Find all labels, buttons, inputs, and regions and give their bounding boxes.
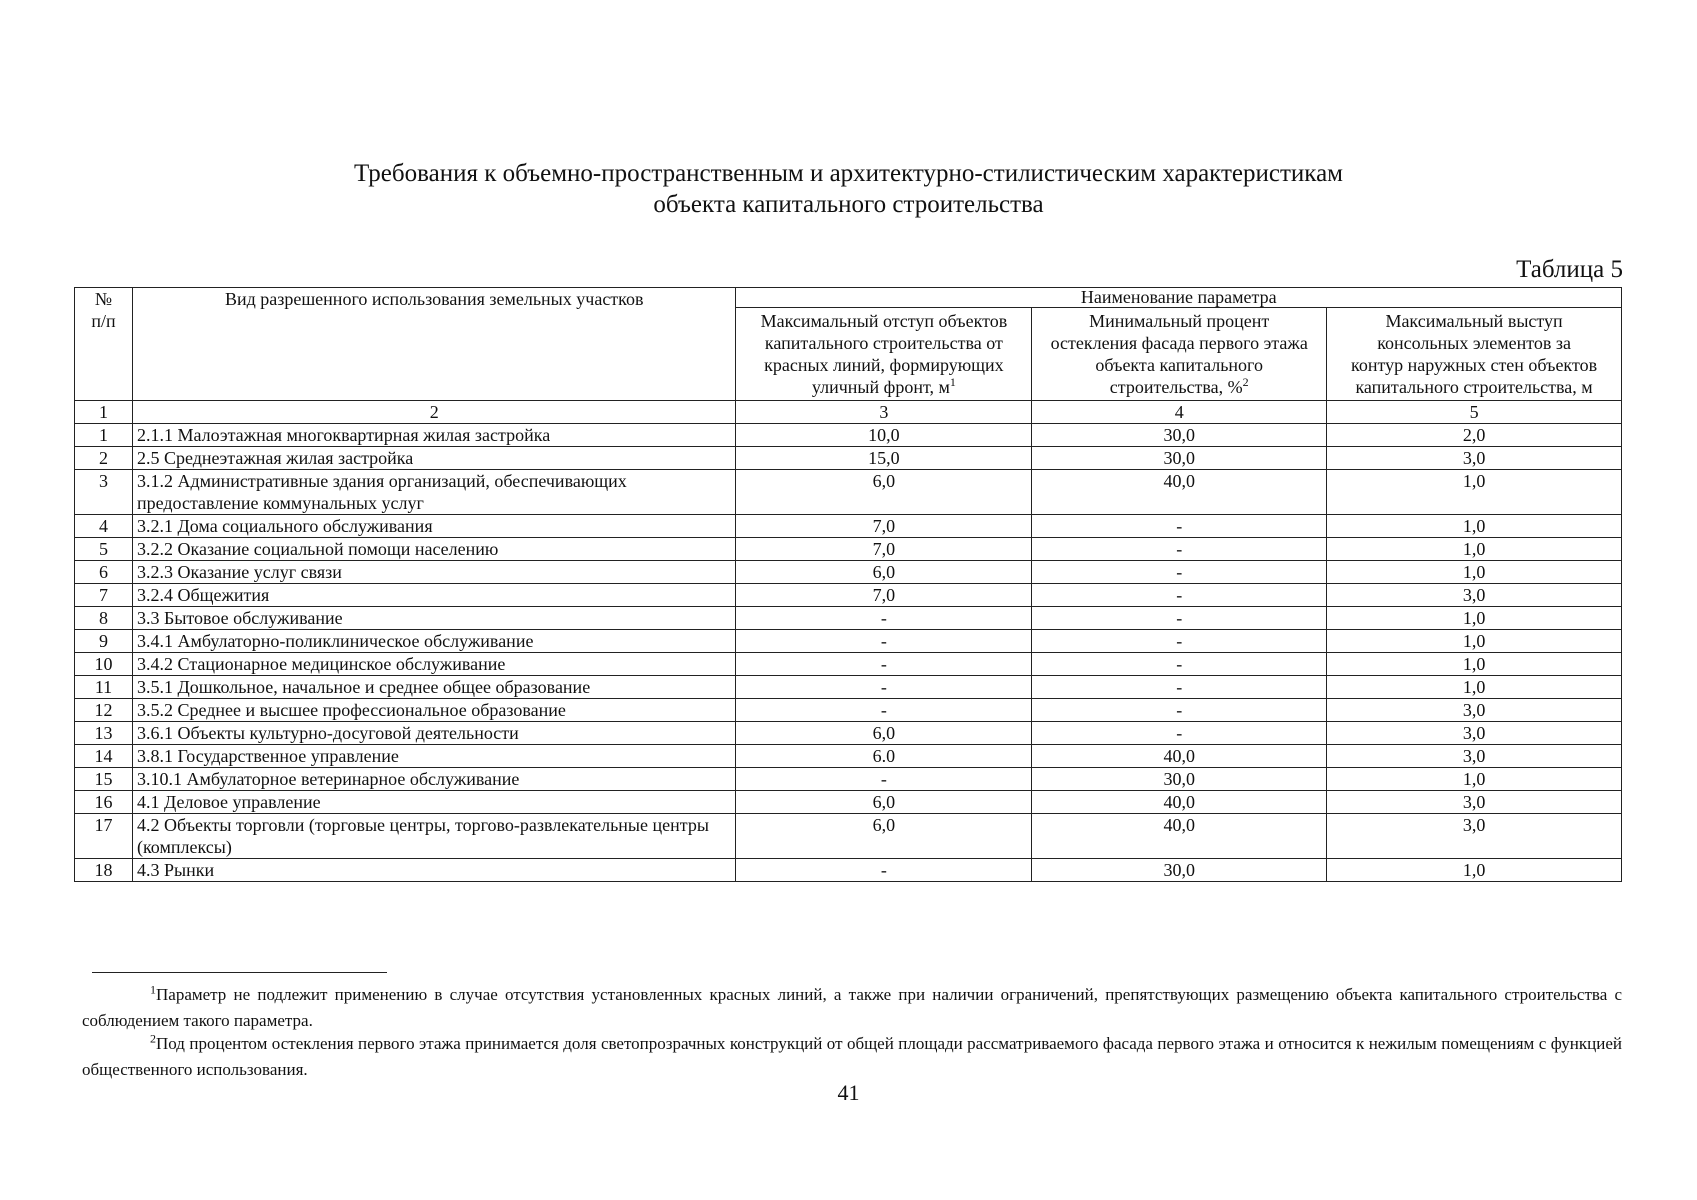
- table-row: [75, 424, 1622, 447]
- row-max-projection: 1,0: [1327, 630, 1622, 653]
- col-number-4: 4: [1032, 401, 1327, 424]
- header-col3-text: Максимальный отступ объектов капитального строительства от красных линий, формирующих уличный фронт, м: [760, 311, 1008, 397]
- row-number: 15: [75, 768, 133, 791]
- footnote-divider: [92, 972, 387, 973]
- row-number: 9: [75, 630, 133, 653]
- row-land-use: 3.4.2 Стационарное медицинское обслуживание: [132, 653, 736, 676]
- title-line-1: Требования к объемно-пространственным и архитектурно-стилистическим характеристикам: [353, 160, 1343, 187]
- row-land-use: 3.2.2 Оказание социальной помощи населению: [132, 538, 736, 561]
- row-max-projection: 3,0: [1327, 584, 1622, 607]
- row-min-glazing: 30,0: [1032, 447, 1327, 470]
- row-max-projection: 1,0: [1327, 470, 1622, 515]
- table-row: [75, 699, 1622, 722]
- row-max-projection: 1,0: [1327, 538, 1622, 561]
- row-max-projection: 3,0: [1327, 447, 1622, 470]
- table-row: [75, 653, 1622, 676]
- row-number: 17: [75, 814, 133, 859]
- table-row: [75, 722, 1622, 745]
- header-param-group: Наименование параметра: [736, 288, 1622, 308]
- row-number: 4: [75, 515, 133, 538]
- row-min-glazing: -: [1032, 538, 1327, 561]
- row-max-setback: 7,0: [736, 538, 1032, 561]
- row-max-setback: -: [736, 859, 1032, 882]
- table-row: [75, 584, 1622, 607]
- row-land-use: 3.2.4 Общежития: [132, 584, 736, 607]
- row-min-glazing: 40,0: [1032, 745, 1327, 768]
- requirements-table: [74, 287, 1622, 882]
- row-max-projection: 1,0: [1327, 676, 1622, 699]
- row-number: 10: [75, 653, 133, 676]
- row-land-use: 3.2.1 Дома социального обслуживания: [132, 515, 736, 538]
- row-number: 5: [75, 538, 133, 561]
- row-land-use: 3.5.2 Среднее и высшее профессиональное образование: [132, 699, 736, 722]
- row-max-setback: -: [736, 768, 1032, 791]
- row-land-use: 3.8.1 Государственное управление: [132, 745, 736, 768]
- row-min-glazing: 40,0: [1032, 814, 1327, 859]
- row-land-use: 3.1.2 Административные здания организаций, обеспечивающих предоставление коммунальных услуг: [132, 470, 736, 515]
- row-max-projection: 1,0: [1327, 607, 1622, 630]
- row-max-projection: 2,0: [1327, 424, 1622, 447]
- row-min-glazing: -: [1032, 676, 1327, 699]
- requirements-table-wrapper: [74, 287, 1622, 882]
- row-min-glazing: -: [1032, 561, 1327, 584]
- column-number-row: [75, 401, 1622, 424]
- row-max-projection: 3,0: [1327, 814, 1622, 859]
- table-row: [75, 538, 1622, 561]
- table-row: [75, 859, 1622, 882]
- header-col3: [736, 308, 1032, 401]
- footnote-2-mark: 2: [150, 1031, 156, 1046]
- col-number-3: 3: [736, 401, 1032, 424]
- row-land-use: 4.3 Рынки: [132, 859, 736, 882]
- row-max-setback: 6,0: [736, 470, 1032, 515]
- col-number-2: 2: [132, 401, 736, 424]
- row-number: 14: [75, 745, 133, 768]
- header-num: № п/п: [75, 288, 133, 401]
- row-max-setback: 10,0: [736, 424, 1032, 447]
- row-max-projection: 1,0: [1327, 561, 1622, 584]
- table-row: [75, 768, 1622, 791]
- row-max-projection: 1,0: [1327, 859, 1622, 882]
- row-number: 1: [75, 424, 133, 447]
- row-max-setback: 6,0: [736, 791, 1032, 814]
- table-row: [75, 447, 1622, 470]
- footnote-ref-1: 1: [949, 375, 956, 389]
- row-land-use: 3.10.1 Амбулаторное ветеринарное обслуживание: [132, 768, 736, 791]
- row-max-setback: -: [736, 699, 1032, 722]
- header-col4-text: Минимальный процент остекления фасада первого этажа объекта капитального строительства, %: [1050, 311, 1308, 397]
- row-number: 18: [75, 859, 133, 882]
- row-land-use: 4.2 Объекты торговли (торговые центры, торгово-развлекательные центры (комплексы): [132, 814, 736, 859]
- row-max-setback: 6,0: [736, 722, 1032, 745]
- col-number-1: 1: [75, 401, 133, 424]
- row-max-setback: 6,0: [736, 814, 1032, 859]
- footnote-1: [82, 982, 1622, 1034]
- table-row: [75, 676, 1622, 699]
- row-max-projection: 3,0: [1327, 722, 1622, 745]
- footnote-1-mark: 1: [150, 982, 156, 997]
- row-number: 3: [75, 470, 133, 515]
- table-row: [75, 791, 1622, 814]
- row-number: 12: [75, 699, 133, 722]
- row-number: 11: [75, 676, 133, 699]
- row-min-glazing: -: [1032, 607, 1327, 630]
- row-max-projection: 3,0: [1327, 745, 1622, 768]
- row-max-projection: 1,0: [1327, 653, 1622, 676]
- document-title: [0, 158, 1697, 220]
- table-row: [75, 607, 1622, 630]
- row-land-use: 3.4.1 Амбулаторно-поликлиническое обслуживание: [132, 630, 736, 653]
- col-number-5: 5: [1327, 401, 1622, 424]
- row-max-setback: 7,0: [736, 515, 1032, 538]
- header-kind: Вид разрешенного использования земельных участков: [132, 288, 736, 401]
- footnote-ref-2: 2: [1242, 375, 1249, 389]
- row-max-setback: -: [736, 630, 1032, 653]
- table-row: [75, 814, 1622, 859]
- footnote-2: [82, 1031, 1622, 1083]
- row-min-glazing: 30,0: [1032, 859, 1327, 882]
- row-land-use: 4.1 Деловое управление: [132, 791, 736, 814]
- row-land-use: 3.3 Бытовое обслуживание: [132, 607, 736, 630]
- row-min-glazing: -: [1032, 722, 1327, 745]
- table-row: [75, 745, 1622, 768]
- title-line-2: объекта капитального строительства: [653, 191, 1044, 218]
- header-col4: [1032, 308, 1327, 401]
- row-max-projection: 3,0: [1327, 791, 1622, 814]
- row-min-glazing: 30,0: [1032, 768, 1327, 791]
- row-min-glazing: -: [1032, 699, 1327, 722]
- row-number: 6: [75, 561, 133, 584]
- row-max-projection: 1,0: [1327, 768, 1622, 791]
- row-max-setback: -: [736, 607, 1032, 630]
- table-row: [75, 561, 1622, 584]
- row-number: 8: [75, 607, 133, 630]
- row-max-setback: 15,0: [736, 447, 1032, 470]
- row-min-glazing: 40,0: [1032, 470, 1327, 515]
- row-land-use: 3.2.3 Оказание услуг связи: [132, 561, 736, 584]
- table-body: [75, 424, 1622, 882]
- footnote-1-text: Параметр не подлежит применению в случае отсутствия установленных красных линий, а также при наличии ограничений, препятствующих размещению объекта капитального строительства с соблюдением такого параметра.: [82, 985, 1622, 1030]
- table-row: [75, 515, 1622, 538]
- row-max-projection: 3,0: [1327, 699, 1622, 722]
- row-max-setback: -: [736, 676, 1032, 699]
- row-max-setback: 6,0: [736, 561, 1032, 584]
- row-number: 2: [75, 447, 133, 470]
- footnote-2-text: Под процентом остекления первого этажа принимается доля светопрозрачных конструкций от общей площади рассматриваемого фасада первого этажа и относится к нежилым помещениям с функцией общественного использования.: [82, 1034, 1622, 1079]
- row-land-use: 2.1.1 Малоэтажная многоквартирная жилая застройка: [132, 424, 736, 447]
- row-max-setback: 6.0: [736, 745, 1032, 768]
- row-min-glazing: -: [1032, 515, 1327, 538]
- row-max-setback: -: [736, 653, 1032, 676]
- row-number: 16: [75, 791, 133, 814]
- row-number: 13: [75, 722, 133, 745]
- page-number: 41: [837, 1080, 860, 1105]
- row-land-use: 2.5 Среднеэтажная жилая застройка: [132, 447, 736, 470]
- header-col5: Максимальный выступ консольных элементов за контур наружных стен объектов капитального строительства, м: [1327, 308, 1622, 401]
- row-land-use: 3.6.1 Объекты культурно-досуговой деятельности: [132, 722, 736, 745]
- row-min-glazing: -: [1032, 630, 1327, 653]
- row-min-glazing: -: [1032, 653, 1327, 676]
- row-number: 7: [75, 584, 133, 607]
- row-max-projection: 1,0: [1327, 515, 1622, 538]
- table-row: [75, 630, 1622, 653]
- row-max-setback: 7,0: [736, 584, 1032, 607]
- row-min-glazing: 30,0: [1032, 424, 1327, 447]
- table-row: [75, 470, 1622, 515]
- row-land-use: 3.5.1 Дошкольное, начальное и среднее общее образование: [132, 676, 736, 699]
- table-label: Таблица 5: [1516, 256, 1623, 283]
- row-min-glazing: -: [1032, 584, 1327, 607]
- row-min-glazing: 40,0: [1032, 791, 1327, 814]
